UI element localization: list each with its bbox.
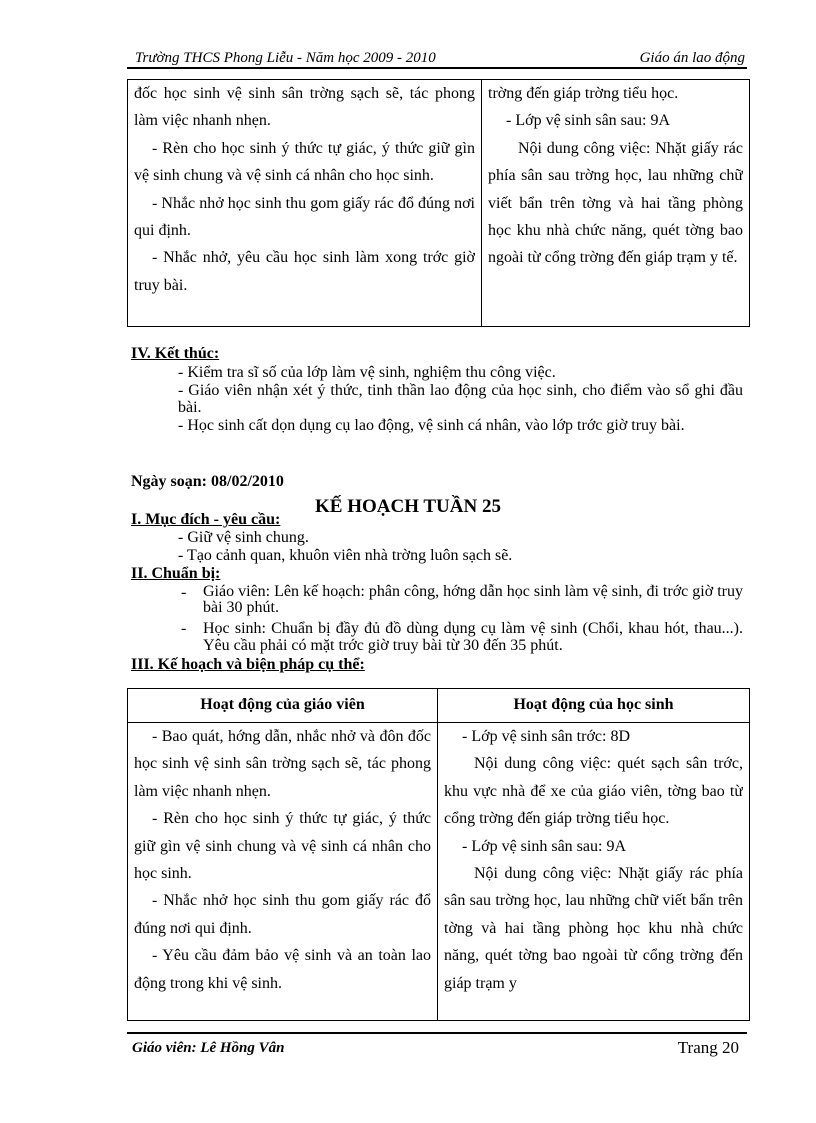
prepared-date: Ngày soạn: 08/02/2010 [131, 473, 284, 490]
list-item: Nội dung công việc: Nhặt giấy rác phía sân sau trờng học, lau những chữ viết bẩn trên tờng và hai tầng phòng học khu nhà chức năng, quét tờng bao ngoài từ cổng trờng đến giáp trạm y [444, 865, 743, 992]
list-item: - Lớp vệ sinh sân sau: 9A [506, 112, 670, 130]
footer-rule [127, 1032, 747, 1034]
section-4-line: - Kiểm tra sĩ số của lớp làm vệ sinh, nghiệm thu công việc. [178, 364, 556, 381]
section-4-heading: IV. Kết thúc: [131, 345, 220, 362]
list-item: - Nhắc nhở học sinh thu gom giấy rác đổ đúng nơi qui định. [134, 892, 431, 937]
list-item: trờng đến giáp trờng tiểu học. [488, 85, 679, 102]
list-item: - Nhắc nhở, yêu cầu học sinh làm xong trớc giờ truy bài. [134, 249, 475, 294]
section-2-item: Học sinh: Chuẩn bị đầy đủ đồ dùng dụng cụ làm vệ sinh (Chổi, khau hót, thau...). Yêu cầu phải có mặt trớc giờ truy bài từ 30 đến 35 phút. [203, 620, 743, 654]
table-row [128, 80, 750, 327]
header-rule [127, 67, 747, 69]
list-item: - Lớp vệ sinh sân trớc: 8D [462, 728, 630, 745]
plan-table [127, 688, 750, 1021]
teacher-activity-cell [128, 80, 482, 327]
teacher-activity-cell [128, 723, 438, 1021]
list-item: - Rèn cho học sinh ý thức tự giác, ý thức giữ gìn vệ sinh chung và vệ sinh cá nhân cho học sinh. [134, 139, 475, 185]
section-4-line: - Giáo viên nhận xét ý thức, tinh thần lao động của học sinh, cho điểm vào sổ ghi đầu bài. [178, 382, 743, 416]
page-footer [127, 1032, 747, 1057]
section-1-heading: I. Mục đích - yêu cầu: [131, 511, 281, 528]
list-item: - Yêu cầu đảm bảo vệ sinh và an toàn lao động trong khi vệ sinh. [134, 947, 431, 992]
section-1-line: - Giữ vệ sinh chung. [178, 529, 309, 546]
section-2-item: Giáo viên: Lên kế hoạch: phân công, hớng dẫn học sinh làm vệ sinh, đi trớc giờ truy bài 30 phút. [203, 583, 743, 616]
student-activity-cell [482, 80, 750, 327]
header-school-year: Trường THCS Phong Liễu - Năm học 2009 - 2010 [135, 50, 436, 66]
list-item: - Lớp vệ sinh sân sau: 9A [462, 837, 626, 855]
bullet-dash: - [181, 620, 187, 637]
column-header-student: Hoạt động của học sinh [438, 689, 750, 723]
list-item: - Bao quát, hớng dẫn, nhắc nhở và đôn đốc học sinh vệ sinh sân trờng sạch sẽ, tác phong làm việc nhanh nhẹn. [134, 728, 431, 800]
page-title: KẾ HOẠCH TUẦN 25 [315, 496, 501, 517]
list-item: - Rèn cho học sinh ý thức tự giác, ý thức giữ gìn vệ sinh chung và vệ sinh cá nhân cho học sinh. [134, 810, 431, 883]
list-item: Nội dung công việc: quét sạch sân trớc, khu vực nhà để xe của giáo viên, tờng bao từ cổng trờng đến giáp trờng tiểu học. [444, 755, 743, 828]
section-4-line: - Học sinh cất dọn dụng cụ lao động, vệ sinh cá nhân, vào lớp trớc giờ truy bài. [178, 417, 685, 434]
table-header-row [128, 689, 750, 723]
list-item: - Nhắc nhở học sinh thu gom giấy rác đổ đúng nơi qui định. [134, 194, 475, 240]
column-header-teacher: Hoạt động của giáo viên [128, 689, 438, 723]
section-2-heading: II. Chuẩn bị: [131, 565, 221, 582]
list-item: Nội dung công việc: Nhặt giấy rác phía sân sau trờng học, lau những chữ viết bẩn trên tờng và hai tầng phòng học khu nhà chức năng, quét tờng bao ngoài từ cổng trờng đến giáp trạm y tế. [488, 139, 743, 267]
list-item: đốc học sinh vệ sinh sân trờng sạch sẽ, tác phong làm việc nhanh nhẹn. [134, 85, 475, 130]
page-number: Trang 20 [677, 1038, 739, 1057]
student-activity-cell [438, 723, 750, 1021]
section-3-heading: III. Kế hoạch và biện pháp cụ thể: [131, 656, 365, 673]
header-subject: Giáo án lao động [639, 50, 745, 66]
section-1-line: - Tạo cảnh quan, khuôn viên nhà trờng luôn sạch sẽ. [178, 547, 513, 564]
table-row [128, 723, 750, 1021]
bullet-dash: - [181, 584, 187, 601]
page-header [127, 50, 747, 68]
continuation-table [127, 79, 750, 327]
footer-teacher: Giáo viên: Lê Hồng Vân [132, 1040, 285, 1056]
